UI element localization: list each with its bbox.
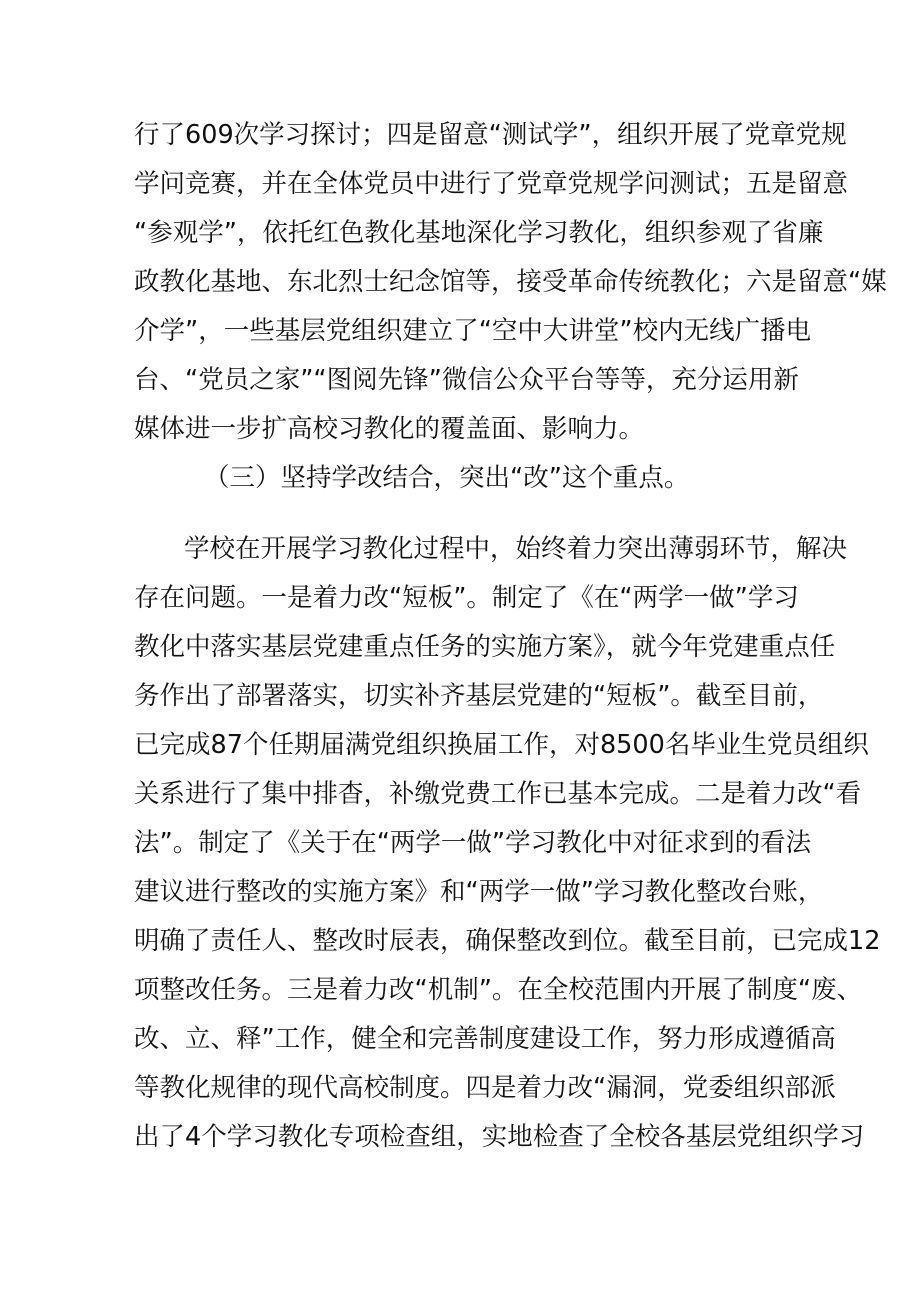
text-line: “参观学”，依托红色教化基地深化学习教化，组织参观了省廉 — [134, 218, 824, 248]
text-line: 项整改任务。三是着力改“机制”。在全校范围内开展了制度“废、 — [134, 975, 863, 1005]
text-line: 存在问题。一是着力改“短板”。制定了《在“两学一做”学习 — [134, 583, 799, 613]
text-line: 等教化规律的现代高校制度。四是着力改“漏洞，党委组织部派 — [134, 1073, 836, 1103]
text-line: 介学”，一些基层党组织建立了“空中大讲堂”校内无线广播电 — [134, 316, 812, 346]
text-line: 改、立、释”工作，健全和完善制度建设工作，努力形成遵循高 — [134, 1024, 836, 1054]
text-line: 台、“党员之家”“图阅先锋”微信公众平台等等，充分运用新 — [134, 365, 799, 395]
text-line: 出了4个学习教化专项检查组，实地检查了全校各基层党组织学习 — [134, 1122, 865, 1152]
section-heading: （三）坚持学改结合，突出“改”这个重点。 — [204, 463, 690, 493]
text-line: 学问竞赛，并在全体党员中进行了党章党规学问测试；五是留意 — [134, 169, 849, 199]
text-line: 媒体进一步扩高校习教化的覆盖面、影响力。 — [134, 414, 645, 444]
text-line: 教化中落实基层党建重点任务的实施方案》，就今年党建重点任 — [134, 632, 836, 662]
text-line: 务作出了部署落实，切实补齐基层党建的“短板”。截至目前， — [134, 681, 824, 711]
text-line: 建议进行整改的实施方案》和“两学一做”学习教化整改台账， — [134, 877, 824, 907]
text-line: 已完成87个任期届满党组织换届工作，对8500名毕业生党员组织 — [134, 730, 869, 760]
text-line: 法”。制定了《关于在“两学一做”学习教化中对征求到的看法 — [134, 828, 812, 858]
text-line: 政教化基地、东北烈士纪念馆等，接受革命传统教化；六是留意“媒 — [134, 267, 887, 297]
text-line: 学校在开展学习教化过程中，始终着力突出薄弱环节，解决 — [184, 534, 848, 564]
text-line: 明确了责任人、整改时辰表，确保整改到位。截至目前，已完成12 — [134, 926, 881, 956]
text-line: 关系进行了集中排杳，补缴党费工作已基本完成。二是着力改“看 — [134, 779, 862, 809]
text-line: 行了609次学习探讨；四是留意“测试学”，组织开展了党章党规 — [134, 120, 847, 150]
